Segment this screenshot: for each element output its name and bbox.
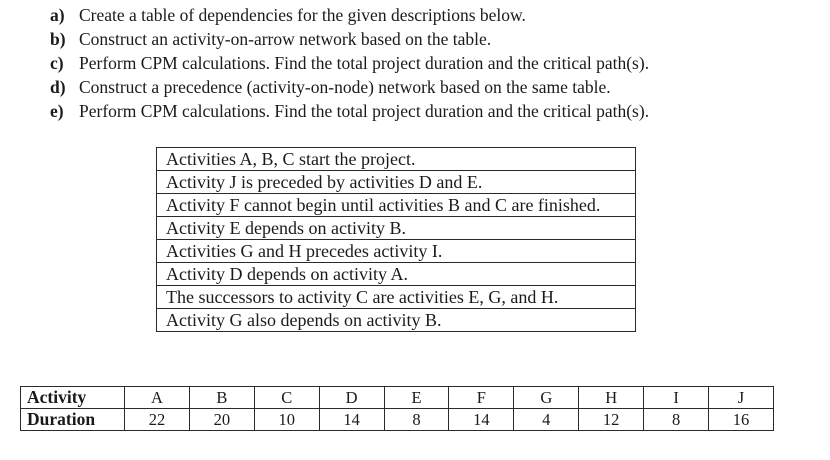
- description-cell: Activity G also depends on activity B.: [157, 309, 636, 332]
- activity-cell: B: [189, 387, 254, 409]
- description-cell: Activity J is preceded by activities D and E.: [157, 171, 636, 194]
- task-item: [50, 27, 649, 51]
- activity-row-label: Activity: [21, 387, 125, 409]
- duration-cell: 16: [709, 409, 774, 431]
- activity-row: [21, 387, 774, 409]
- duration-cell: 22: [125, 409, 190, 431]
- description-row: [157, 148, 636, 171]
- duration-cell: 10: [254, 409, 319, 431]
- description-cell: Activity E depends on activity B.: [157, 217, 636, 240]
- activity-cell: I: [644, 387, 709, 409]
- duration-cell: 14: [319, 409, 384, 431]
- description-row: [157, 240, 636, 263]
- description-row: [157, 217, 636, 240]
- duration-cell: 8: [644, 409, 709, 431]
- activity-cell: G: [514, 387, 579, 409]
- description-cell: Activities G and H precedes activity I.: [157, 240, 636, 263]
- task-text: Construct an activity-on-arrow network based on the table.: [79, 29, 492, 49]
- activity-cell: H: [579, 387, 644, 409]
- task-text: Create a table of dependencies for the given descriptions below.: [79, 5, 526, 25]
- description-row: [157, 171, 636, 194]
- task-item: [50, 51, 649, 75]
- task-letter: a): [50, 5, 65, 25]
- description-row: [157, 194, 636, 217]
- task-letter: d): [50, 77, 66, 97]
- duration-table: [20, 386, 774, 431]
- duration-row: [21, 409, 774, 431]
- activity-cell: C: [254, 387, 319, 409]
- task-list: [50, 3, 649, 123]
- activity-cell: E: [384, 387, 449, 409]
- description-row: [157, 263, 636, 286]
- description-cell: Activities A, B, C start the project.: [157, 148, 636, 171]
- activity-cell: A: [125, 387, 190, 409]
- activity-cell: J: [709, 387, 774, 409]
- description-cell: The successors to activity C are activities E, G, and H.: [157, 286, 636, 309]
- task-text: Construct a precedence (activity-on-node) network based on the same table.: [79, 77, 611, 97]
- duration-cell: 14: [449, 409, 514, 431]
- task-item: [50, 75, 649, 99]
- task-letter: b): [50, 29, 66, 49]
- duration-cell: 20: [189, 409, 254, 431]
- task-letter: e): [50, 101, 64, 121]
- activity-cell: F: [449, 387, 514, 409]
- activity-cell: D: [319, 387, 384, 409]
- description-cell: Activity D depends on activity A.: [157, 263, 636, 286]
- description-cell: Activity F cannot begin until activities B and C are finished.: [157, 194, 636, 217]
- duration-row-label: Duration: [21, 409, 125, 431]
- description-table: [156, 147, 636, 332]
- task-item: [50, 99, 649, 123]
- task-letter: c): [50, 53, 64, 73]
- task-text: Perform CPM calculations. Find the total project duration and the critical path(s).: [79, 53, 650, 73]
- duration-cell: 4: [514, 409, 579, 431]
- task-item: [50, 3, 649, 27]
- description-row: [157, 309, 636, 332]
- duration-cell: 8: [384, 409, 449, 431]
- duration-cell: 12: [579, 409, 644, 431]
- description-row: [157, 286, 636, 309]
- task-text: Perform CPM calculations. Find the total project duration and the critical path(s).: [79, 101, 650, 121]
